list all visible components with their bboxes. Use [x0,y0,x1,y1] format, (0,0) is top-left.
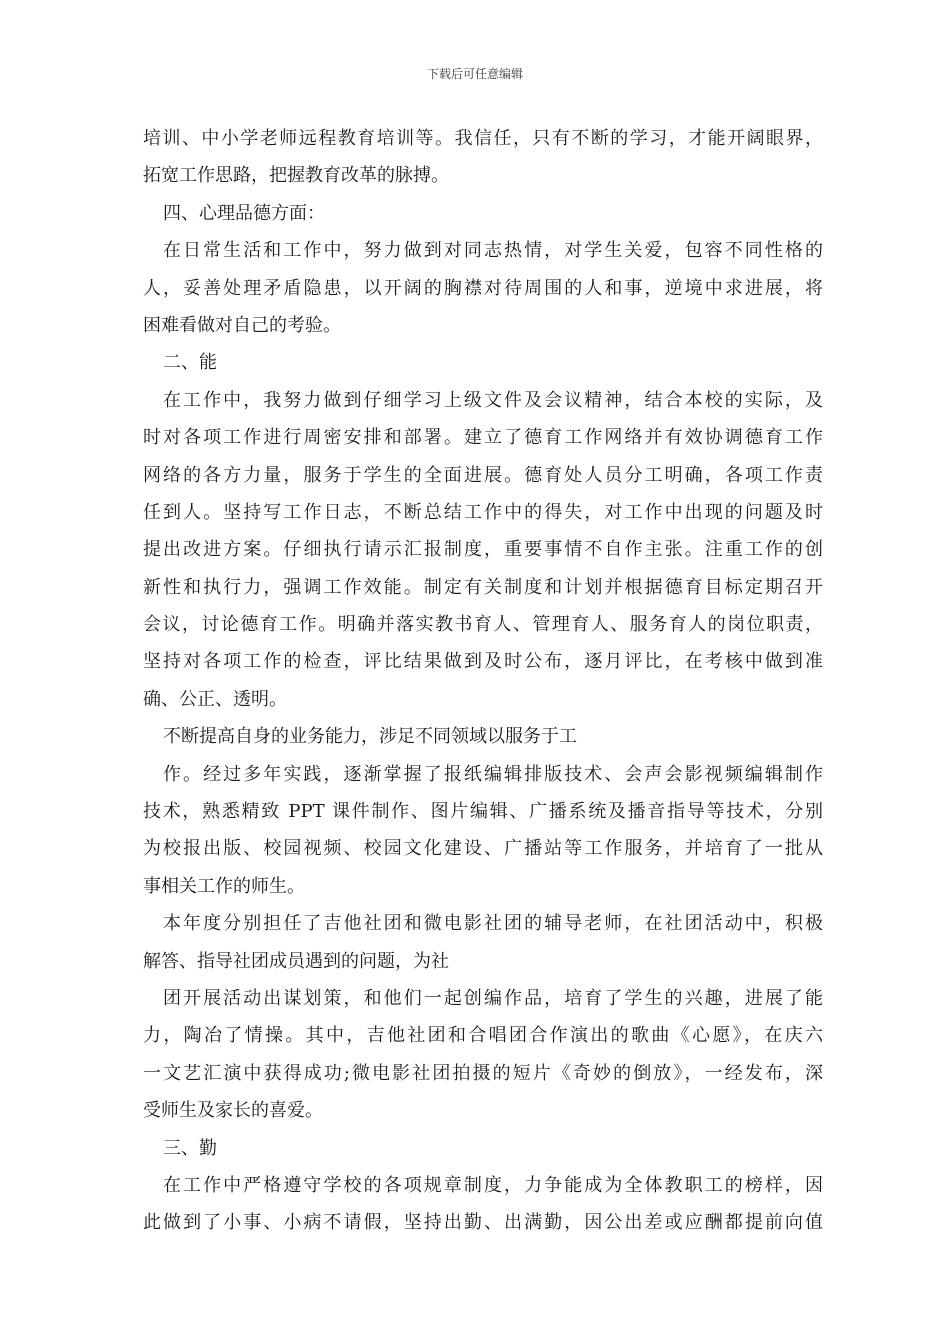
text-line: 一文艺汇演中获得成功;微电影社团拍摄的短片《奇妙的倒放》，一经发布，深 [143,1062,823,1084]
text-line: 解答、指导社团成员遇到的问题，为社 [143,950,449,972]
text-line: 团开展活动出谋划策，和他们一起创编作品，培育了学生的兴趣，进展了能 [163,987,823,1009]
text-line: 任到人。坚持写工作日志，不断总结工作中的得失，对工作中出现的问题及时 [143,501,823,523]
text-line: 事相关工作的师生。 [143,875,305,897]
text-line: 此做到了小事、小病不请假，坚持出勤、出满勤，因公出差或应酬都提前向值 [143,1212,823,1234]
text-line: 确、公正、透明。 [143,688,287,710]
text-line: 不断提高自身的业务能力，涉足不同领域以服务于工 [163,726,577,748]
text-line: 受师生及家长的喜爱。 [143,1100,323,1122]
text-line: 力，陶冶了情操。其中，吉他社团和合唱团合作演出的歌曲《心愿》，在庆六 [143,1025,823,1047]
text-line: 拓宽工作思路，把握教育改革的脉搏。 [143,165,449,187]
text-line: 在日常生活和工作中，努力做到对同志热情，对学生关爱，包容不同性格的 [163,240,823,262]
text-line: 新性和执行力，强调工作效能。制定有关制度和计划并根据德育目标定期召开 [143,576,823,598]
text-line: 在工作中，我努力做到仔细学习上级文件及会议精神，结合本校的实际，及 [163,389,823,411]
text-line: 三、勤 [163,1137,217,1159]
text-line: 四、心理品德方面： [163,202,325,224]
text-line: 为校报出版、校园视频、校园文化建设、广播站等工作服务，并培育了一批从 [143,838,823,860]
text-line: 二、能 [163,352,217,374]
text-line: 网络的各方力量，服务于学生的全面进展。德育处人员分工明确，各项工作责 [143,464,823,486]
text-line: 困难看做对自己的考验。 [143,314,341,336]
text-line: 会议，讨论德育工作。明确并落实教书育人、管理育人、服务育人的岗位职责， [143,614,823,636]
text-line: 提出改进方案。仔细执行请示汇报制度，重要事情不自作主张。注重工作的创 [143,539,823,561]
text-line: 人，妥善处理矛盾隐患，以开阔的胸襟对待周围的人和事，逆境中求进展，将 [143,277,823,299]
text-line: 培训、中小学老师远程教育培训等。我信任，只有不断的学习，才能开阔眼界， [143,128,823,149]
text-line: 作。经过多年实践，逐渐掌握了报纸编辑排版技术、会声会影视频编辑制作 [163,763,823,785]
document-body [143,120,823,1242]
text-line: 本年度分别担任了吉他社团和微电影社团的辅导老师，在社团活动中，积极 [163,913,823,935]
page-header: 下载后可任意编辑 [426,67,523,81]
text-line: 坚持对各项工作的检查，评比结果做到及时公布，逐月评比，在考核中做到准 [143,651,823,673]
text-line: 时对各项工作进行周密安排和部署。建立了德育工作网络并有效协调德育工作 [143,427,823,449]
text-line: 技术，熟悉精致 PPT 课件制作、图片编辑、广播系统及播音指导等技术，分别 [143,801,823,823]
text-line: 在工作中严格遵守学校的各项规章制度，力争能成为全体教职工的榜样，因 [163,1174,823,1196]
